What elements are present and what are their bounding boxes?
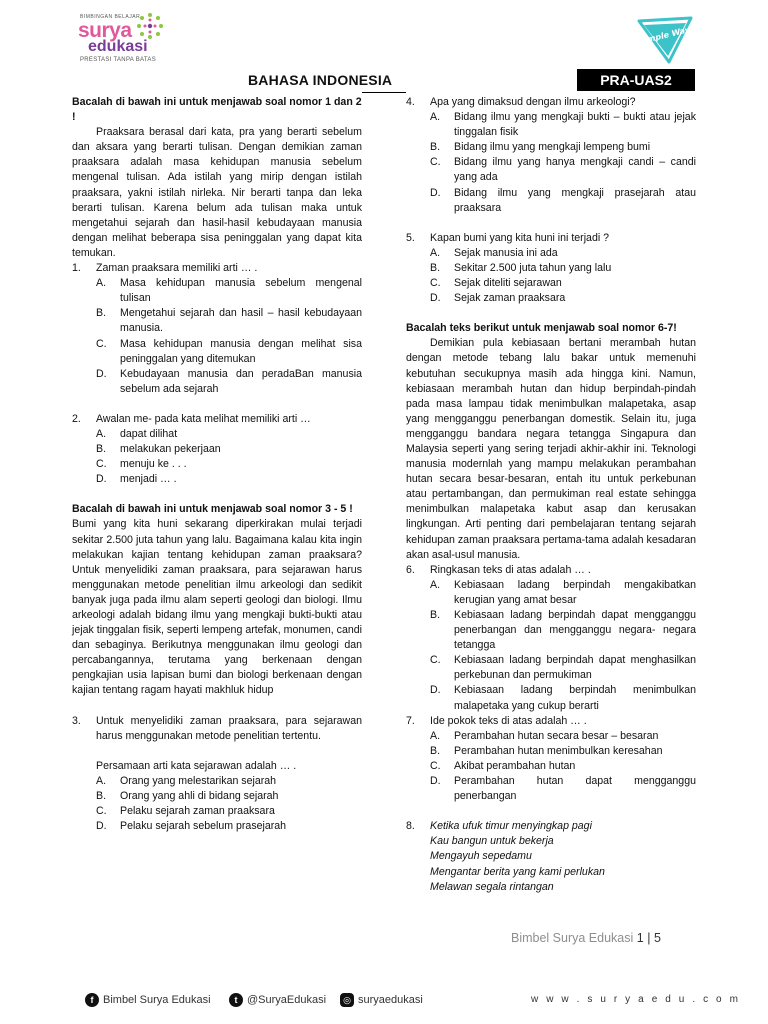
options-q7	[430, 729, 696, 804]
left-column	[72, 95, 362, 834]
question-text: Untuk menyelidiki zaman praaksara, para sejarawan harus menggunakan metode penelitian tertentu.	[96, 714, 362, 742]
logo-tagline-bottom: PRESTASI TANPA BATAS	[80, 57, 157, 63]
option-c	[96, 804, 362, 819]
option-text: Masa kehidupan manusia sebelum mengenal tulisan	[120, 277, 362, 305]
facebook-label: Bimbel Surya Edukasi	[103, 994, 211, 1006]
twitter-icon: t	[229, 993, 243, 1007]
question-8	[406, 819, 696, 894]
poem-line: Melawan segala rintangan	[430, 880, 554, 893]
question-6	[406, 563, 696, 578]
question-1	[72, 261, 362, 276]
badge-text: Simple Way	[637, 24, 691, 47]
question-2	[72, 412, 362, 427]
options-q6	[430, 578, 696, 714]
option-d	[430, 186, 696, 216]
option-letter: B.	[430, 141, 441, 154]
logo-brand-line2: edukasi	[88, 38, 148, 55]
option-letter: A.	[430, 111, 441, 124]
instruction-heading-2: Bacalah di bawah ini untuk menjawab soal nomor 3 - 5 !	[72, 503, 353, 516]
option-letter: B.	[96, 789, 107, 802]
question-5	[406, 231, 696, 246]
option-letter: C.	[96, 458, 107, 471]
question-text: Zaman praaksara memiliki arti … .	[96, 262, 258, 275]
option-text: menuju ke . . .	[120, 458, 187, 471]
option-letter: A.	[430, 246, 441, 259]
option-d	[96, 819, 362, 834]
passage-3: Demikian pula kebiasaan bertani merambah hutan dengan metode tebang lalu bakar untuk memenuhi kebutuhan secukupnya masih ada hingga kini. Namun, kebiasaan merambah hutan dan hidup berpindah-pindah pada masa lampau tidak menimbulkan malapetaka, asap yang mengganggu penerbangan domestik. Selain itu, juga mengganggu bandara negara tetangga Singapura dan Malaysia seperti yang sering terjadi akhir-akhir ini. Teknologi manusia modernlah yang mampu melakukan perambahan hutan secara besar-besaran, entah itu untuk perkebunan atau pertambangan, dan permukiman real estate sehingga menimbulkan malapetaka kabut asap dan kerusakan lingkungan. Arti penting dari pembelajaran tentang sejarah kehidupan zaman praaksara pertama-tama adalah kesadaran akan asal-usul manusia.	[406, 337, 696, 561]
instruction-heading-3: Bacalah teks berikut untuk menjawab soal nomor 6-7!	[406, 322, 677, 335]
question-text: Ide pokok teks di atas adalah … .	[430, 714, 587, 727]
option-a	[430, 246, 696, 261]
option-b	[430, 261, 696, 276]
question-number: 8.	[406, 820, 415, 833]
option-letter: C.	[96, 805, 107, 818]
option-text: Sejak zaman praaksara	[454, 292, 566, 305]
option-letter: B.	[96, 443, 107, 456]
option-letter: D.	[96, 473, 107, 486]
question-text: Ringkasan teks di atas adalah … .	[430, 563, 591, 576]
option-text: Pelaku sejarah zaman praaksara	[120, 805, 275, 818]
option-text: Pelaku sejarah sebelum prasejarah	[120, 820, 287, 833]
option-b	[96, 789, 362, 804]
option-c	[430, 276, 696, 291]
option-b	[430, 140, 696, 155]
option-letter: D.	[430, 775, 441, 788]
option-letter: D.	[96, 367, 107, 380]
logo-tagline-top: BIMBINGAN BELAJAR	[80, 14, 141, 20]
question-number: 7.	[406, 714, 415, 727]
question-text: Awalan me- pada kata melihat memiliki arti …	[96, 412, 311, 425]
option-letter: D.	[430, 186, 441, 199]
option-text: Bidang ilmu yang mengkaji prasejarah atau praaksara	[454, 186, 696, 214]
option-d	[430, 683, 696, 713]
option-letter: C.	[430, 654, 441, 667]
instruction-heading-1: Bacalah di bawah ini untuk menjawab soal nomor 1 dan 2 !	[72, 96, 362, 124]
option-letter: C.	[430, 277, 441, 290]
option-letter: B.	[96, 307, 107, 320]
poem-line: Mengantar berita yang kami perlukan	[430, 865, 605, 878]
option-text: menjadi … .	[120, 473, 177, 486]
page-number-label: Bimbel Surya Edukasi	[511, 931, 634, 945]
options-q1	[96, 276, 362, 397]
subject-underline	[362, 92, 406, 93]
question-text: Kapan bumi yang kita huni ini terjadi ?	[430, 231, 610, 244]
option-letter: B.	[430, 744, 441, 757]
option-c	[430, 759, 696, 774]
option-text: Sekitar 2.500 juta tahun yang lalu	[454, 261, 612, 274]
option-text: Kebudayaan manusia dan peradaBan manusia sebelum ada sejarah	[120, 367, 362, 395]
option-a	[96, 427, 362, 442]
option-text: Bidang ilmu yang mengkaji bukti – bukti atau jejak tinggalan fisik	[454, 111, 696, 139]
option-text: Bidang ilmu yang hanya mengkaji candi – candi yang ada	[454, 156, 696, 184]
option-c	[96, 337, 362, 367]
option-letter: A.	[430, 578, 441, 591]
option-letter: D.	[430, 292, 441, 305]
brand-logo	[76, 12, 186, 68]
option-text: Bidang ilmu yang mengkaji lempeng bumi	[454, 141, 651, 154]
option-a	[430, 729, 696, 744]
passage-1: Praaksara berasal dari kata, pra yang berarti sebelum dan aksara yang berarti tulisan. Dengan demikian zaman praaksara adalah masa kehidupan manusia sebelum mengenal tulisan. Ada istilah yang mirip dengan istilah praaksara, yakni istilah nirleka. Nir berarti tanpa dan leka berarti tulisan. Karena belum ada tulisan maka untuk mengetahui sejarah dan hasil-hasil kebudayaan manusia dengan melihat beberapa sisa peninggalan yang dapat kita temukan.	[72, 126, 362, 259]
option-letter: C.	[430, 156, 441, 169]
poem-line: Kau bangun untuk bekerja	[430, 835, 554, 848]
page-current: 1	[636, 931, 644, 945]
option-text: Orang yang ahli di bidang sejarah	[120, 789, 279, 802]
option-text: Masa kehidupan manusia dengan melihat sisa peninggalan yang ditemukan	[120, 337, 362, 365]
option-text: Akibat perambahan hutan	[454, 759, 576, 772]
option-text: Sejak diteliti sejarawan	[454, 277, 562, 290]
option-a	[96, 774, 362, 789]
option-letter: B.	[430, 261, 441, 274]
option-text: Kebiasaan ladang berpindah dapat menghasilkan perkebunan dan permukiman	[454, 654, 696, 682]
option-letter: C.	[96, 337, 107, 350]
page-number	[511, 931, 661, 945]
logo-burst-icon	[136, 12, 164, 40]
question-number: 3.	[72, 714, 81, 727]
facebook-icon: f	[85, 993, 99, 1007]
option-a	[430, 110, 696, 140]
option-letter: B.	[430, 609, 441, 621]
option-text: Perambahan hutan dapat mengganggu penerbangan	[454, 775, 696, 803]
question-number: 2.	[72, 412, 81, 425]
footer-facebook[interactable]	[85, 991, 211, 1009]
question-7	[406, 714, 696, 729]
page-total: 5	[653, 931, 661, 945]
question-number: 4.	[406, 96, 415, 108]
poem-line: Mengayuh sepedamu	[430, 850, 532, 863]
option-text: Mengetahui sejarah dan hasil – hasil kebudayaan manusia.	[120, 307, 362, 335]
question-number: 5.	[406, 231, 415, 244]
option-c	[430, 653, 696, 683]
options-q5	[430, 246, 696, 306]
option-text: melakukan pekerjaan	[120, 443, 221, 456]
poem	[430, 819, 696, 894]
passage-2: Bumi yang kita huni sekarang diperkirakan mulai terjadi sekitar 2.500 juta tahun yang lalu. Bagaimana kalau kita ingin melakukan kajian tentang kehidupan zaman praaksara? Untuk menyelidiki zaman praaksara, para sejarawan harus menggunakan metode penelitian ilmu arkeologi dan sedikit banyak juga pada ilmu alam seperti geologi dan biologi. Ilmu arkeologi adalah bidang ilmu yang mengkaji bukti-bukti atau jejak tinggalan fisik, seperti lempeng artefak, monumen, candi dan sebaginya. Berikutnya menggunakan ilmu geologi dan percabangannya, terutama yang berkenaan dengan pengkajian usia lapisan bumi dan biologi berkenaan dengan kajian tentang ragam hayati makhluk hidup	[72, 518, 362, 697]
question-number: 1.	[72, 262, 81, 275]
options-q3	[96, 774, 362, 834]
option-c	[96, 457, 362, 472]
option-b	[96, 306, 362, 336]
question-3	[72, 714, 362, 744]
question-4	[406, 95, 696, 110]
logo-brand-line1: surya	[78, 19, 132, 42]
option-d	[96, 472, 362, 487]
option-letter: C.	[430, 759, 441, 772]
question-text: Apa yang dimaksud dengan ilmu arkeologi?	[430, 96, 636, 108]
subject-title: BAHASA INDONESIA	[248, 72, 393, 88]
option-letter: A.	[96, 427, 107, 440]
option-a	[96, 276, 362, 306]
option-letter: D.	[96, 820, 107, 833]
option-text: Orang yang melestarikan sejarah	[120, 774, 277, 787]
option-text: Kebiasaan ladang berpindah menimbulkan malapetaka yang cukup berarti	[454, 684, 696, 712]
footer-website-link[interactable]: w w w . s u r y a e d u . c o m	[531, 994, 741, 1005]
option-d	[430, 774, 696, 804]
option-letter: D.	[430, 684, 441, 697]
footer-twitter[interactable]	[229, 991, 326, 1009]
option-d	[96, 367, 362, 397]
option-text: Perambahan hutan menimbulkan keresahan	[454, 744, 663, 757]
option-text: Kebiasaan ladang berpindah mengakibatkan kerugian yang amat besar	[454, 578, 696, 606]
instagram-icon: ◎	[340, 993, 354, 1007]
footer-instagram[interactable]	[340, 991, 423, 1009]
option-letter: A.	[430, 729, 441, 742]
option-text: Perambahan hutan secara besar – besaran	[454, 729, 659, 742]
option-text: Kebiasaan ladang berpindah dapat mengganggu penerbangan dan mengganggu negara- negara tetangga	[454, 609, 696, 652]
option-c	[430, 155, 696, 185]
option-letter: A.	[96, 774, 107, 787]
option-text: Sejak manusia ini ada	[454, 246, 558, 259]
option-b	[430, 608, 696, 653]
instagram-label: suryaedukasi	[358, 994, 423, 1006]
option-letter: A.	[96, 277, 107, 290]
question-3-prompt	[72, 759, 362, 774]
twitter-label: @SuryaEdukasi	[247, 994, 327, 1006]
exam-label: PRA-UAS2	[577, 69, 695, 91]
right-column	[406, 95, 696, 895]
option-d	[430, 291, 696, 306]
option-b	[430, 744, 696, 759]
poem-line: Ketika ufuk timur menyingkap pagi	[430, 820, 592, 833]
question-text: Persamaan arti kata sejarawan adalah … .	[96, 759, 297, 772]
page-separator: |	[647, 931, 651, 945]
options-q4	[430, 110, 696, 216]
option-a	[430, 578, 696, 608]
simple-way-badge-icon	[636, 16, 694, 64]
options-q2	[96, 427, 362, 487]
option-b	[96, 442, 362, 457]
option-text: dapat dilihat	[120, 427, 178, 440]
question-number: 6.	[406, 563, 415, 576]
